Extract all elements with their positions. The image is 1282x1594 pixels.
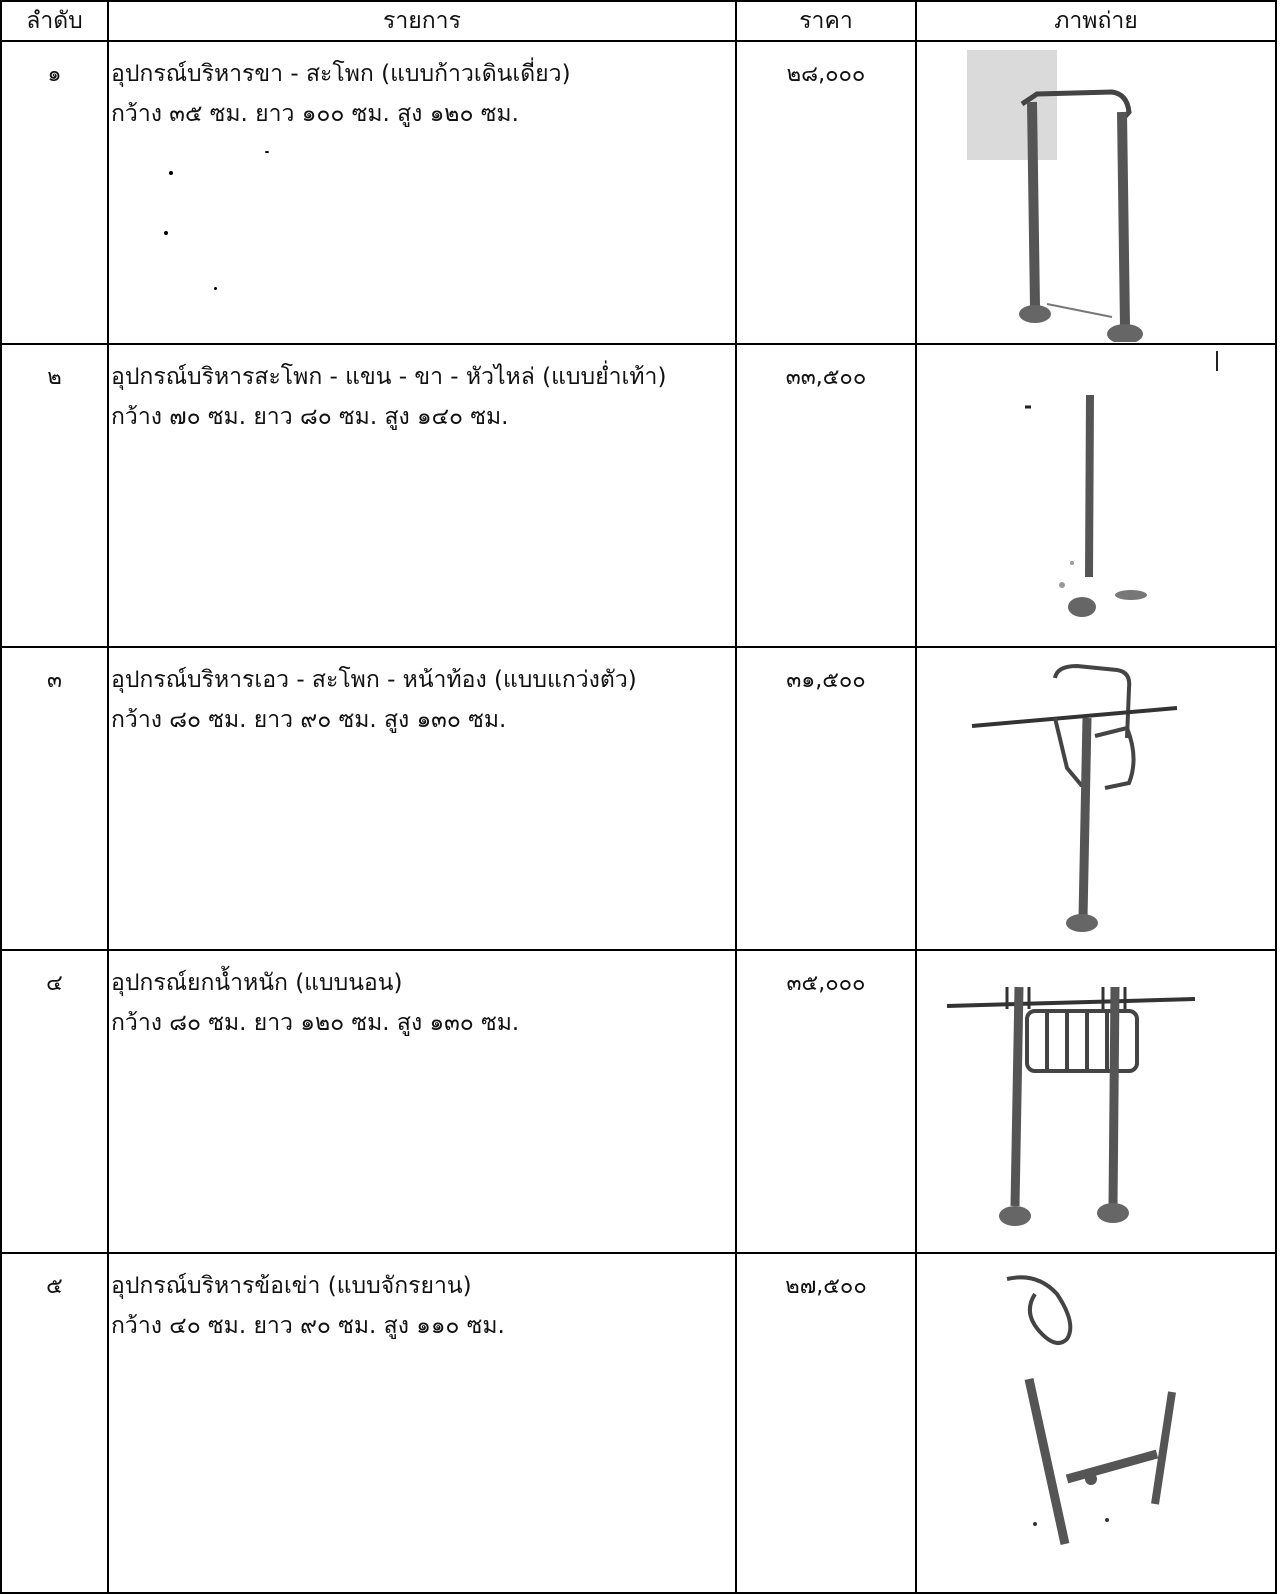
- item-size: กว้าง ๘๐ ซม. ยาว ๑๒๐ ซม. สูง ๑๓๐ ซม.: [111, 1010, 520, 1036]
- bicycle-knee-photo-icon: [917, 1254, 1273, 1584]
- item-name: อุปกรณ์ยกน้ำหนัก (แบบนอน): [111, 970, 403, 996]
- item-size: กว้าง ๓๕ ซม. ยาว ๑๐๐ ซม. สูง ๑๒๐ ซม.: [111, 101, 519, 127]
- stepper-photo-icon: [917, 345, 1273, 645]
- table-row: [1, 1253, 1276, 1593]
- table-row: [1, 344, 1276, 647]
- row-number: ๒: [1, 344, 108, 647]
- item-description: [108, 344, 736, 647]
- item-photo: [916, 41, 1276, 344]
- item-name: อุปกรณ์บริหารเอว - สะโพก - หน้าท้อง (แบบแกว่งตัว): [111, 667, 637, 693]
- item-price: ๓๓,๕๐๐: [736, 344, 916, 647]
- table-row: [1, 950, 1276, 1253]
- header-no: ลำดับ: [1, 1, 108, 41]
- item-price: ๓๕,๐๐๐: [736, 950, 916, 1253]
- item-photo: [916, 647, 1276, 950]
- table-header-row: [1, 1, 1276, 41]
- item-price: ๒๘,๐๐๐: [736, 41, 916, 344]
- item-photo: [916, 1253, 1276, 1593]
- item-description: [108, 1253, 736, 1593]
- item-name: อุปกรณ์บริหารขา - สะโพก (แบบก้าวเดินเดี่ยว): [111, 61, 571, 87]
- item-size: กว้าง ๗๐ ซม. ยาว ๘๐ ซม. สูง ๑๔๐ ซม.: [111, 404, 509, 430]
- row-number: ๔: [1, 950, 108, 1253]
- table-row: [1, 647, 1276, 950]
- item-price: ๒๗,๕๐๐: [736, 1253, 916, 1593]
- item-size: กว้าง ๔๐ ซม. ยาว ๙๐ ซม. สูง ๑๑๐ ซม.: [111, 1313, 505, 1339]
- item-size: กว้าง ๘๐ ซม. ยาว ๙๐ ซม. สูง ๑๓๐ ซม.: [111, 707, 507, 733]
- item-description: [108, 41, 736, 344]
- header-item: รายการ: [108, 1, 736, 41]
- row-number: ๓: [1, 647, 108, 950]
- item-name: อุปกรณ์บริหารสะโพก - แขน - ขา - หัวไหล่ (แบบย่ำเท้า): [111, 364, 667, 390]
- header-photo: ภาพถ่าย: [916, 1, 1276, 41]
- waist-swing-photo-icon: [917, 648, 1273, 948]
- table-row: [1, 41, 1276, 344]
- row-number: ๑: [1, 41, 108, 344]
- item-name: อุปกรณ์บริหารข้อเข่า (แบบจักรยาน): [111, 1273, 472, 1299]
- item-price: ๓๑,๕๐๐: [736, 647, 916, 950]
- bench-press-photo-icon: [917, 951, 1273, 1251]
- item-description: [108, 950, 736, 1253]
- item-description: [108, 647, 736, 950]
- row-number: ๕: [1, 1253, 108, 1593]
- item-photo: [916, 950, 1276, 1253]
- item-photo: [916, 344, 1276, 647]
- header-price: ราคา: [736, 1, 916, 41]
- leg-hip-single-walker-photo-icon: [917, 42, 1273, 342]
